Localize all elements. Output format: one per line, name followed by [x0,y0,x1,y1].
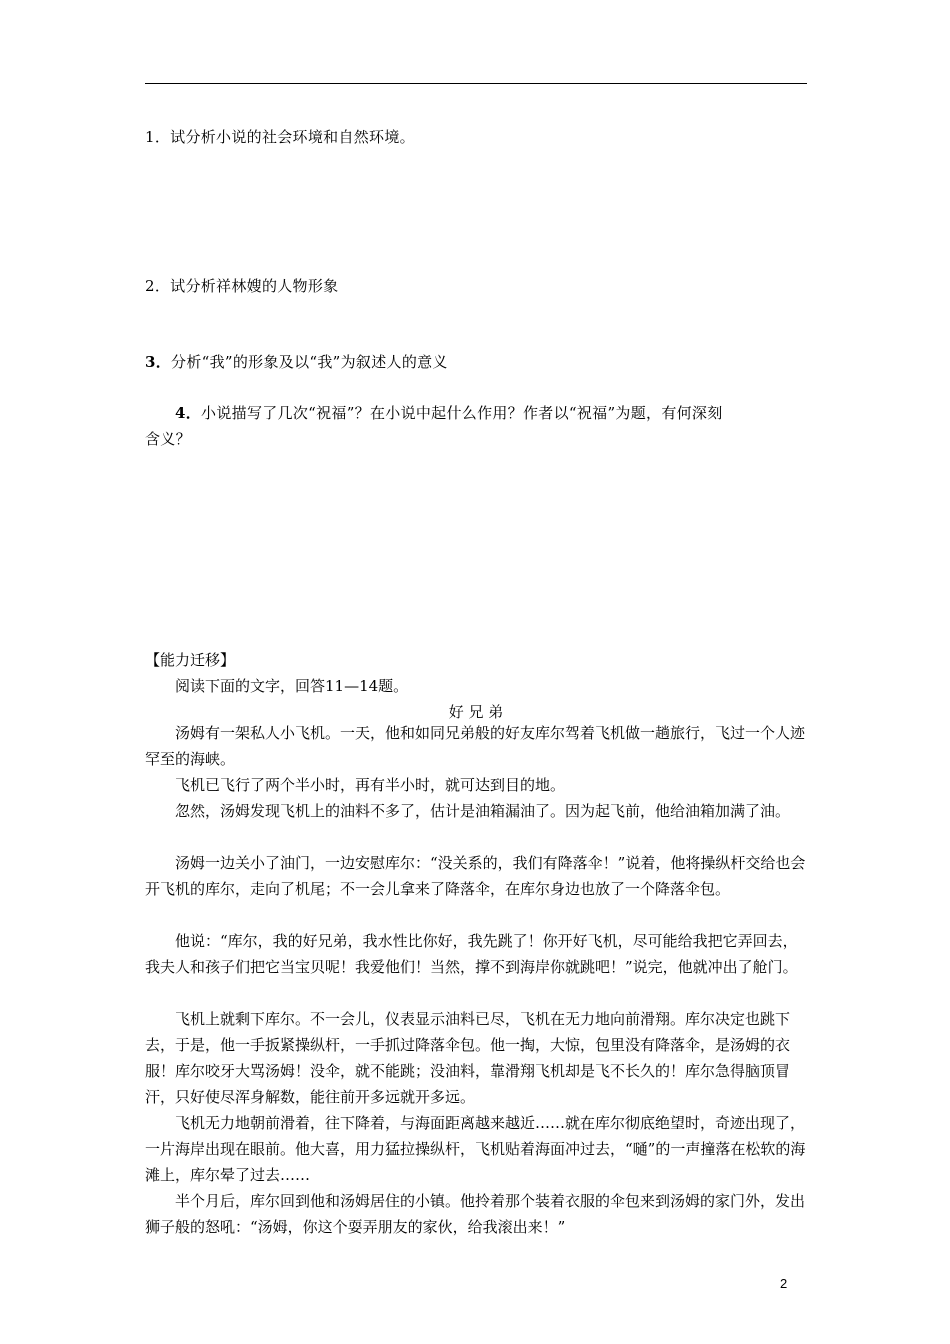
story-paragraph-3: 忽然，汤姆发现飞机上的油料不多了，估计是油箱漏油了。因为起飞前，他给油箱加满了油。 [175,802,791,820]
question-4-continuation: 含义？ [145,430,191,448]
story-paragraph-4: 汤姆一边关小了油门，一边安慰库尔：“没关系的，我们有降落伞！”说着，他将操纵杆交给也会开飞机的库尔，走向了机尾；不一会儿拿来了降落伞，在库尔身边也放了一个降落伞包。 [145,854,806,898]
story-paragraph-7: 飞机无力地朝前滑着，往下降着，与海面距离越来越近……就在库尔彻底绝望时，奇迹出现了，一片海岸出现在眼前。他大喜，用力猛拉操纵杆，飞机贴着海面冲过去，“嗵”的一声撞落在松软的海滩上，库尔晕了过去…… [145,1114,806,1184]
question-3 [145,352,807,372]
question-1: 1．试分析小说的社会环境和自然环境。 [145,128,415,146]
question-4-text: 小说描写了几次“祝福”？在小说中起什么作用？作者以“祝福”为题，有何深刻 [201,404,723,422]
story-title: 好 兄 弟 [448,703,504,721]
story-paragraph-8: 半个月后，库尔回到他和汤姆居住的小镇。他拎着那个装着衣服的伞包来到汤姆的家门外，发出狮子般的怒吼：“汤姆，你这个耍弄朋友的家伙，给我滚出来！” [145,1192,806,1236]
section-heading: 【能力迁移】 [145,651,236,669]
page-number: 2 [780,1276,788,1291]
header-rule [145,83,807,84]
question-2: 2．试分析祥林嫂的人物形象 [145,277,339,295]
story-paragraph-1: 汤姆有一架私人小飞机。一天，他和如同兄弟般的好友库尔驾着飞机做一趟旅行，飞过一个人迹罕至的海峡。 [145,724,806,768]
question-3-text: 分析“我”的形象及以“我”为叙述人的意义 [171,353,448,371]
reading-instruction: 阅读下面的文字，回答11—14题。 [175,677,409,695]
question-3-number: 3． [145,353,172,371]
story-paragraph-5: 他说：“库尔，我的好兄弟，我水性比你好，我先跳了！你开好飞机，尽可能给我把它弄回去，我夫人和孩子们把它当宝贝呢！我爱他们！当然，撑不到海岸你就跳吧！”说完，他就冲出了舱门。 [145,932,798,976]
story-paragraph-6: 飞机上就剩下库尔。不一会儿，仪表显示油料已尽，飞机在无力地向前滑翔。库尔决定也跳下去，于是，他一手扳紧操纵杆，一手抓过降落伞包。他一掏，大惊，包里没有降落伞，是汤姆的衣服！库尔咬牙大骂汤姆！没伞，就不能跳；没油料，靠滑翔飞机却是飞不长久的！库尔急得脑顶冒汗，只好使尽浑身解数，能往前开多远就开多远。 [145,1010,791,1106]
question-4-number: 4． [175,404,202,422]
story-paragraph-2: 飞机已飞行了两个半小时，再有半小时，就可达到目的地。 [175,776,566,794]
question-4 [145,403,807,423]
